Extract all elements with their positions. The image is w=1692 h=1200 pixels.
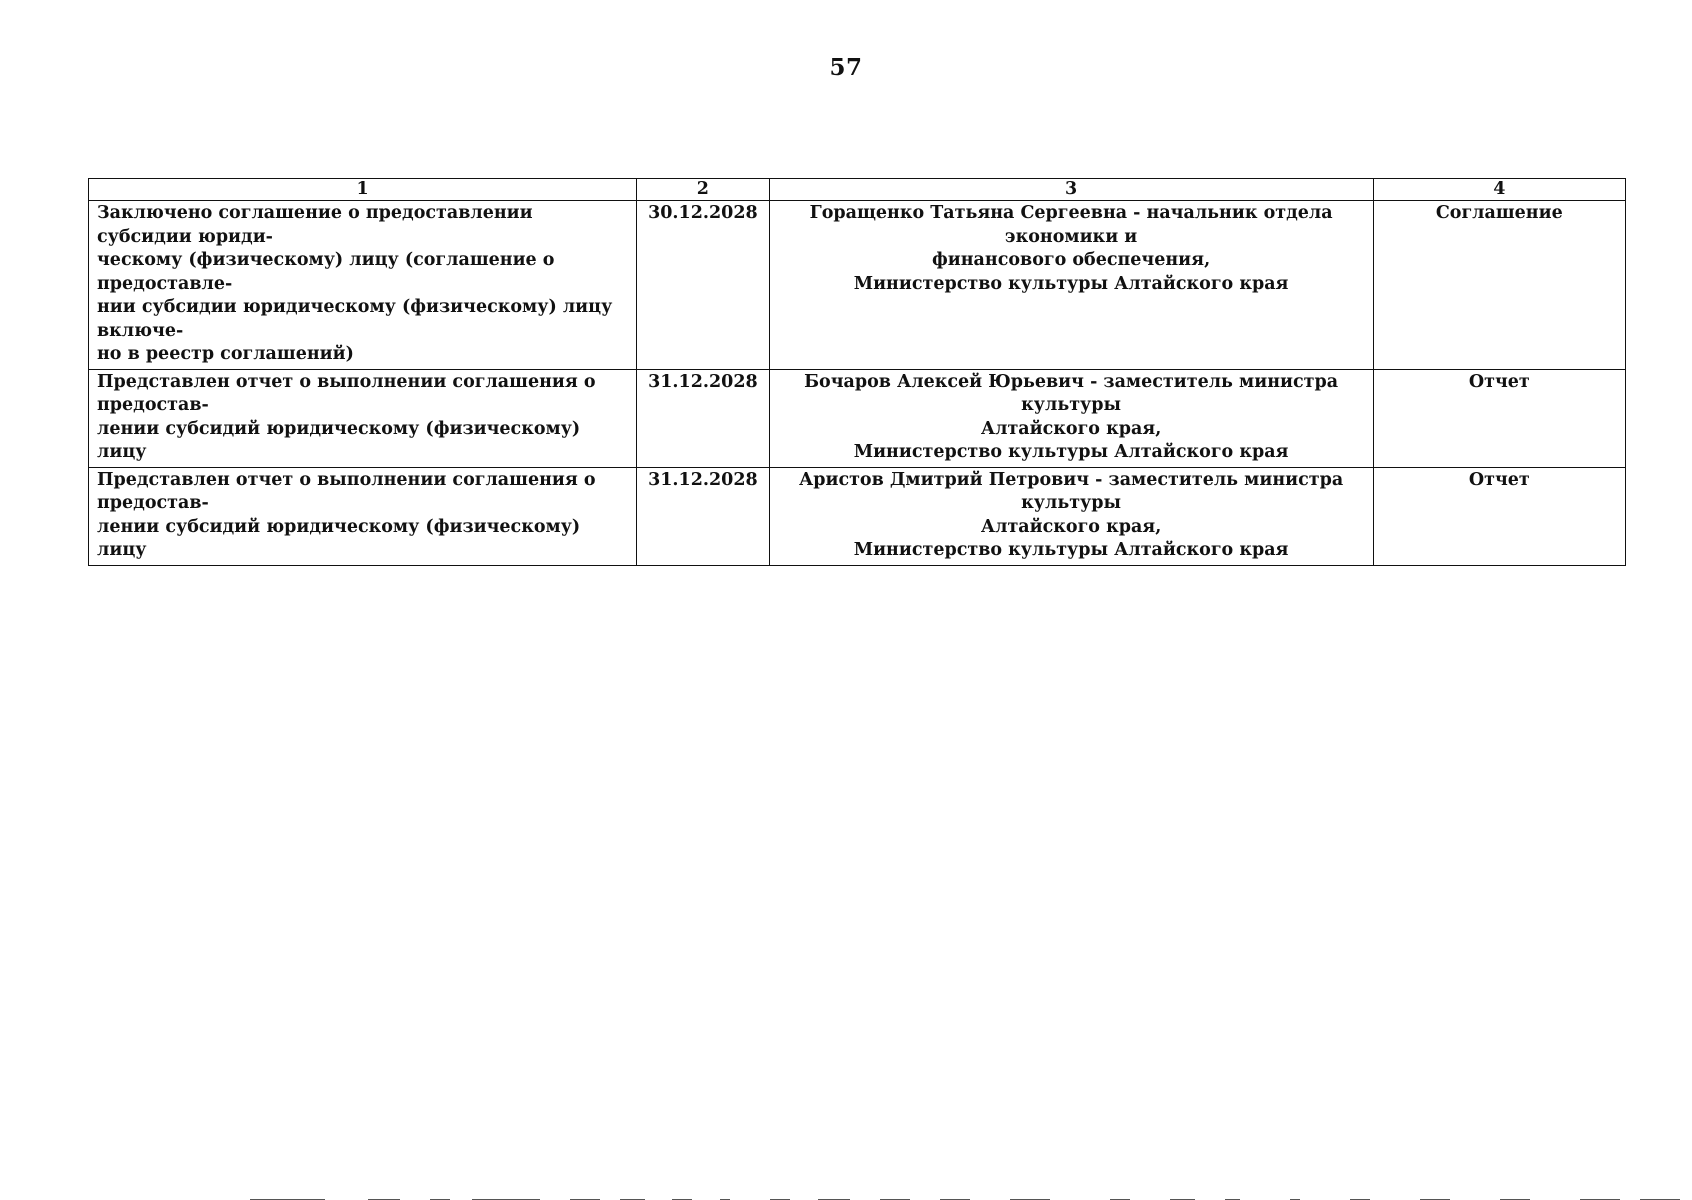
description-line: лении субсидий юридическому (физическому) лицу xyxy=(97,516,581,560)
description-line: лении субсидий юридическому (физическому) лицу xyxy=(97,418,581,462)
document-type-cell: Соглашение xyxy=(1373,201,1625,370)
date-cell: 30.12.2028 xyxy=(637,201,769,370)
report-table xyxy=(88,178,1626,566)
event-description-cell xyxy=(89,467,637,565)
document-type-cell: Отчет xyxy=(1373,467,1625,565)
date-cell: 31.12.2028 xyxy=(637,467,769,565)
column-header-1: 1 xyxy=(89,179,637,201)
column-header-2: 2 xyxy=(637,179,769,201)
table-row xyxy=(89,201,1626,370)
table-row xyxy=(89,467,1626,565)
responsible-line: Алтайского края, xyxy=(980,418,1162,439)
document-type-cell: Отчет xyxy=(1373,369,1625,467)
table-row xyxy=(89,369,1626,467)
responsible-line: Министерство культуры Алтайского края xyxy=(853,273,1289,294)
description-line: нии субсидии юридическому (физическому) лицу включе- xyxy=(97,297,613,341)
description-line: Представлен отчет о выполнении соглашения о предостав- xyxy=(97,469,596,513)
description-line: ческому (физическому) лицу (соглашение о предоставле- xyxy=(97,250,555,294)
date-cell: 31.12.2028 xyxy=(637,369,769,467)
description-line: но в реестр соглашений) xyxy=(97,344,354,364)
responsible-cell xyxy=(769,201,1373,370)
responsible-line: Горащенко Татьяна Сергеевна - начальник отдела экономики и xyxy=(809,203,1333,247)
table-header-row xyxy=(89,179,1626,201)
event-description-cell xyxy=(89,201,637,370)
column-header-3: 3 xyxy=(769,179,1373,201)
event-description-cell xyxy=(89,369,637,467)
responsible-cell xyxy=(769,467,1373,565)
responsible-line: Аристов Дмитрий Петрович - заместитель министра культуры xyxy=(798,469,1344,513)
responsible-line: Бочаров Алексей Юрьевич - заместитель министра культуры xyxy=(804,371,1339,415)
responsible-line: финансового обеспечения, xyxy=(931,250,1211,270)
description-line: Представлен отчет о выполнении соглашения о предостав- xyxy=(97,371,596,415)
column-header-4: 4 xyxy=(1373,179,1625,201)
responsible-cell xyxy=(769,369,1373,467)
responsible-line: Министерство культуры Алтайского края xyxy=(853,442,1289,462)
responsible-line: Министерство культуры Алтайского края xyxy=(853,540,1289,560)
description-line: Заключено соглашение о предоставлении субсидии юриди- xyxy=(97,203,533,247)
responsible-line: Алтайского края, xyxy=(980,516,1162,537)
page-number: 57 xyxy=(829,54,863,81)
